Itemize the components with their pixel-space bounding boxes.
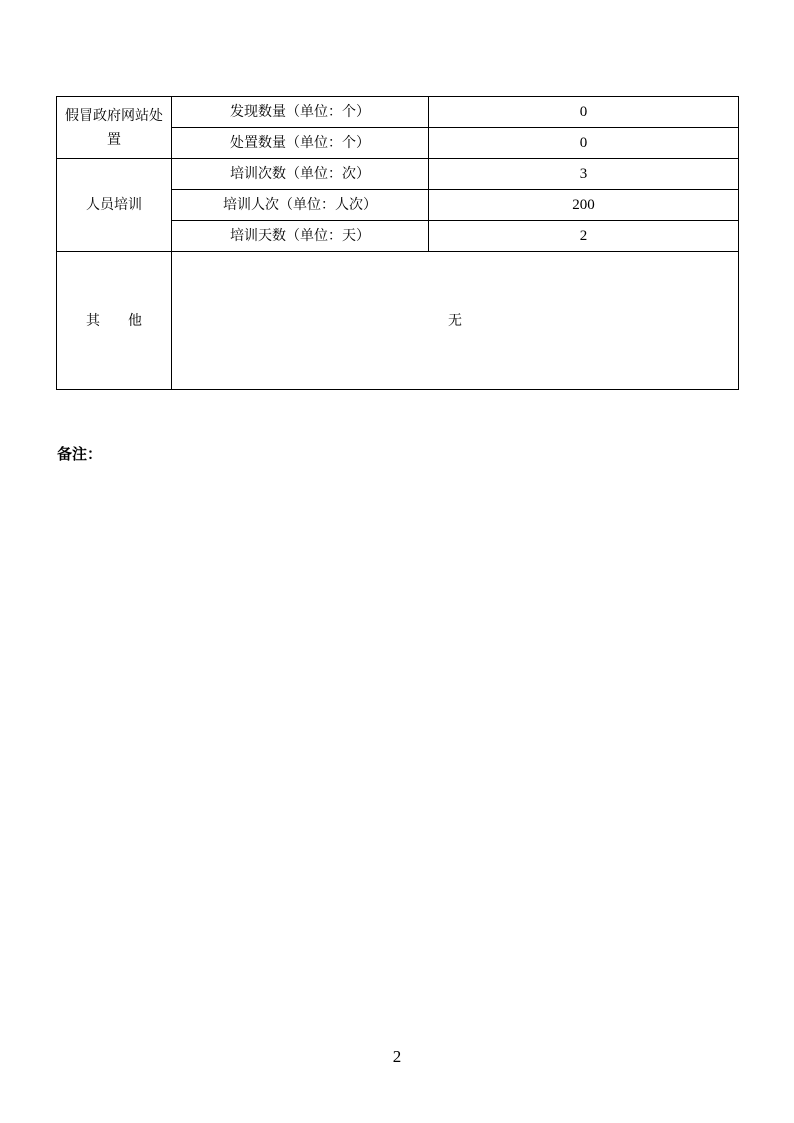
page-number: 2	[392, 1047, 402, 1066]
table-row-other	[57, 252, 739, 390]
item-cell: 培训次数（单位：次）	[172, 159, 429, 190]
note-label: 备注：	[57, 445, 103, 463]
category-label: 假冒政府网站处置	[65, 107, 163, 148]
statistics-table	[56, 96, 739, 390]
category-cell-training	[57, 159, 172, 252]
other-value-cell: 无	[172, 252, 739, 390]
value-cell: 3	[429, 159, 739, 190]
value-cell: 0	[429, 128, 739, 159]
category-cell-fake-site	[57, 97, 172, 159]
item-cell: 处置数量（单位：个）	[172, 128, 429, 159]
value-cell: 200	[429, 190, 739, 221]
table-row	[57, 159, 739, 190]
item-cell: 培训天数（单位：天）	[172, 221, 429, 252]
item-cell: 发现数量（单位：个）	[172, 97, 429, 128]
other-label-cell: 其 他	[57, 252, 172, 390]
item-cell: 培训人次（单位：人次）	[172, 190, 429, 221]
value-cell: 2	[429, 221, 739, 252]
category-label: 人员培训	[86, 197, 142, 213]
table-row	[57, 97, 739, 128]
value-cell: 0	[429, 97, 739, 128]
